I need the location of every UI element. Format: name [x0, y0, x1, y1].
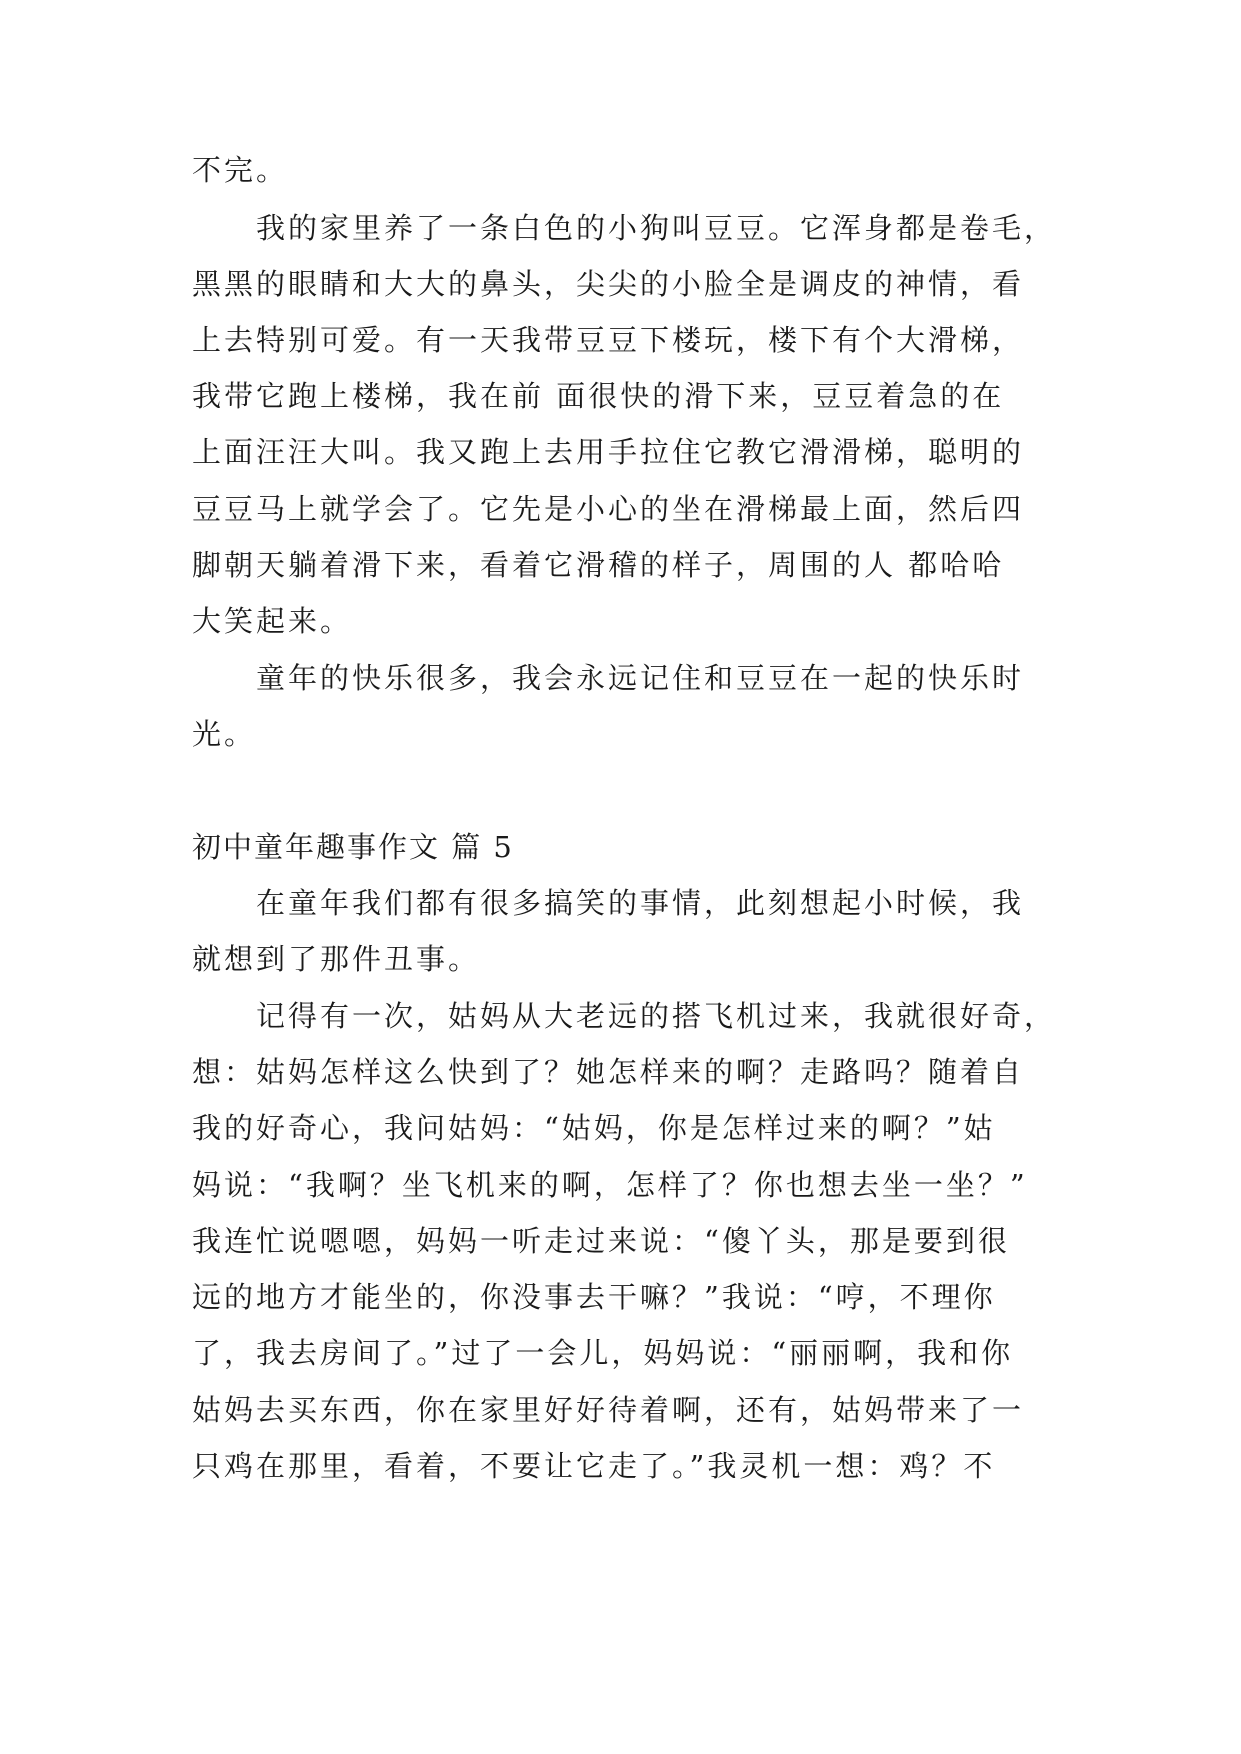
paragraph-start: 在童年我们都有很多搞笑的事情，此刻想起小时候，我 [256, 886, 1025, 920]
paragraph-start: 童年的快乐很多，我会永远记住和豆豆在一起的快乐时 [256, 661, 1025, 695]
text-line: 脚朝天躺着滑下来，看着它滑稽的样子，周围的人 都哈哈 [192, 548, 1005, 582]
text-line: 远的地方才能坐的，你没事去干嘛？”我说：“哼，不理你 [192, 1280, 996, 1314]
text-line: 上去特别可爱。有一天我带豆豆下楼玩，楼下有个大滑梯， [192, 323, 1025, 357]
text-line: 妈说：“我啊？坐飞机来的啊，怎样了？你也想去坐一坐？” [192, 1168, 1028, 1202]
text-line: 豆豆马上就学会了。它先是小心的坐在滑梯最上面，然后四 [192, 492, 1025, 526]
text-line: 黑黑的眼睛和大大的鼻头，尖尖的小脸全是调皮的神情，看 [192, 267, 1025, 301]
text-line: 了，我去房间了。”过了一会儿，妈妈说：“丽丽啊，我和你 [192, 1336, 1014, 1370]
text-line: 只鸡在那里，看着，不要让它走了。”我灵机一想：鸡？不 [192, 1449, 996, 1483]
paragraph-start: 我的家里养了一条白色的小狗叫豆豆。它浑身都是卷毛， [256, 211, 1057, 245]
text-line: 大笑起来。 [192, 604, 353, 638]
text-line: 我连忙说嗯嗯，妈妈一听走过来说：“傻丫头，那是要到很 [192, 1224, 1010, 1258]
paragraph-start: 记得有一次，姑妈从大老远的搭飞机过来，我就很好奇， [256, 999, 1057, 1033]
text-line: 光。 [192, 717, 257, 751]
text-line: 我的好奇心，我问姑妈：“姑妈，你是怎样过来的啊？”姑 [192, 1111, 996, 1145]
text-line: 想：姑妈怎样这么快到了？她怎样来的啊？走路吗？随着自 [192, 1055, 1025, 1089]
text-line: 姑妈去买东西，你在家里好好待着啊，还有，姑妈带来了一 [192, 1393, 1025, 1427]
text-line: 上面汪汪大叫。我又跑上去用手拉住它教它滑滑梯，聪明的 [192, 435, 1025, 469]
text-line: 我带它跑上楼梯，我在前 面很快的滑下来，豆豆着急的在 [192, 379, 1005, 413]
text-line: 就想到了那件丑事。 [192, 942, 481, 976]
section-heading: 初中童年趣事作文 篇 5 [192, 830, 514, 864]
text-line: 不完。 [192, 153, 289, 187]
